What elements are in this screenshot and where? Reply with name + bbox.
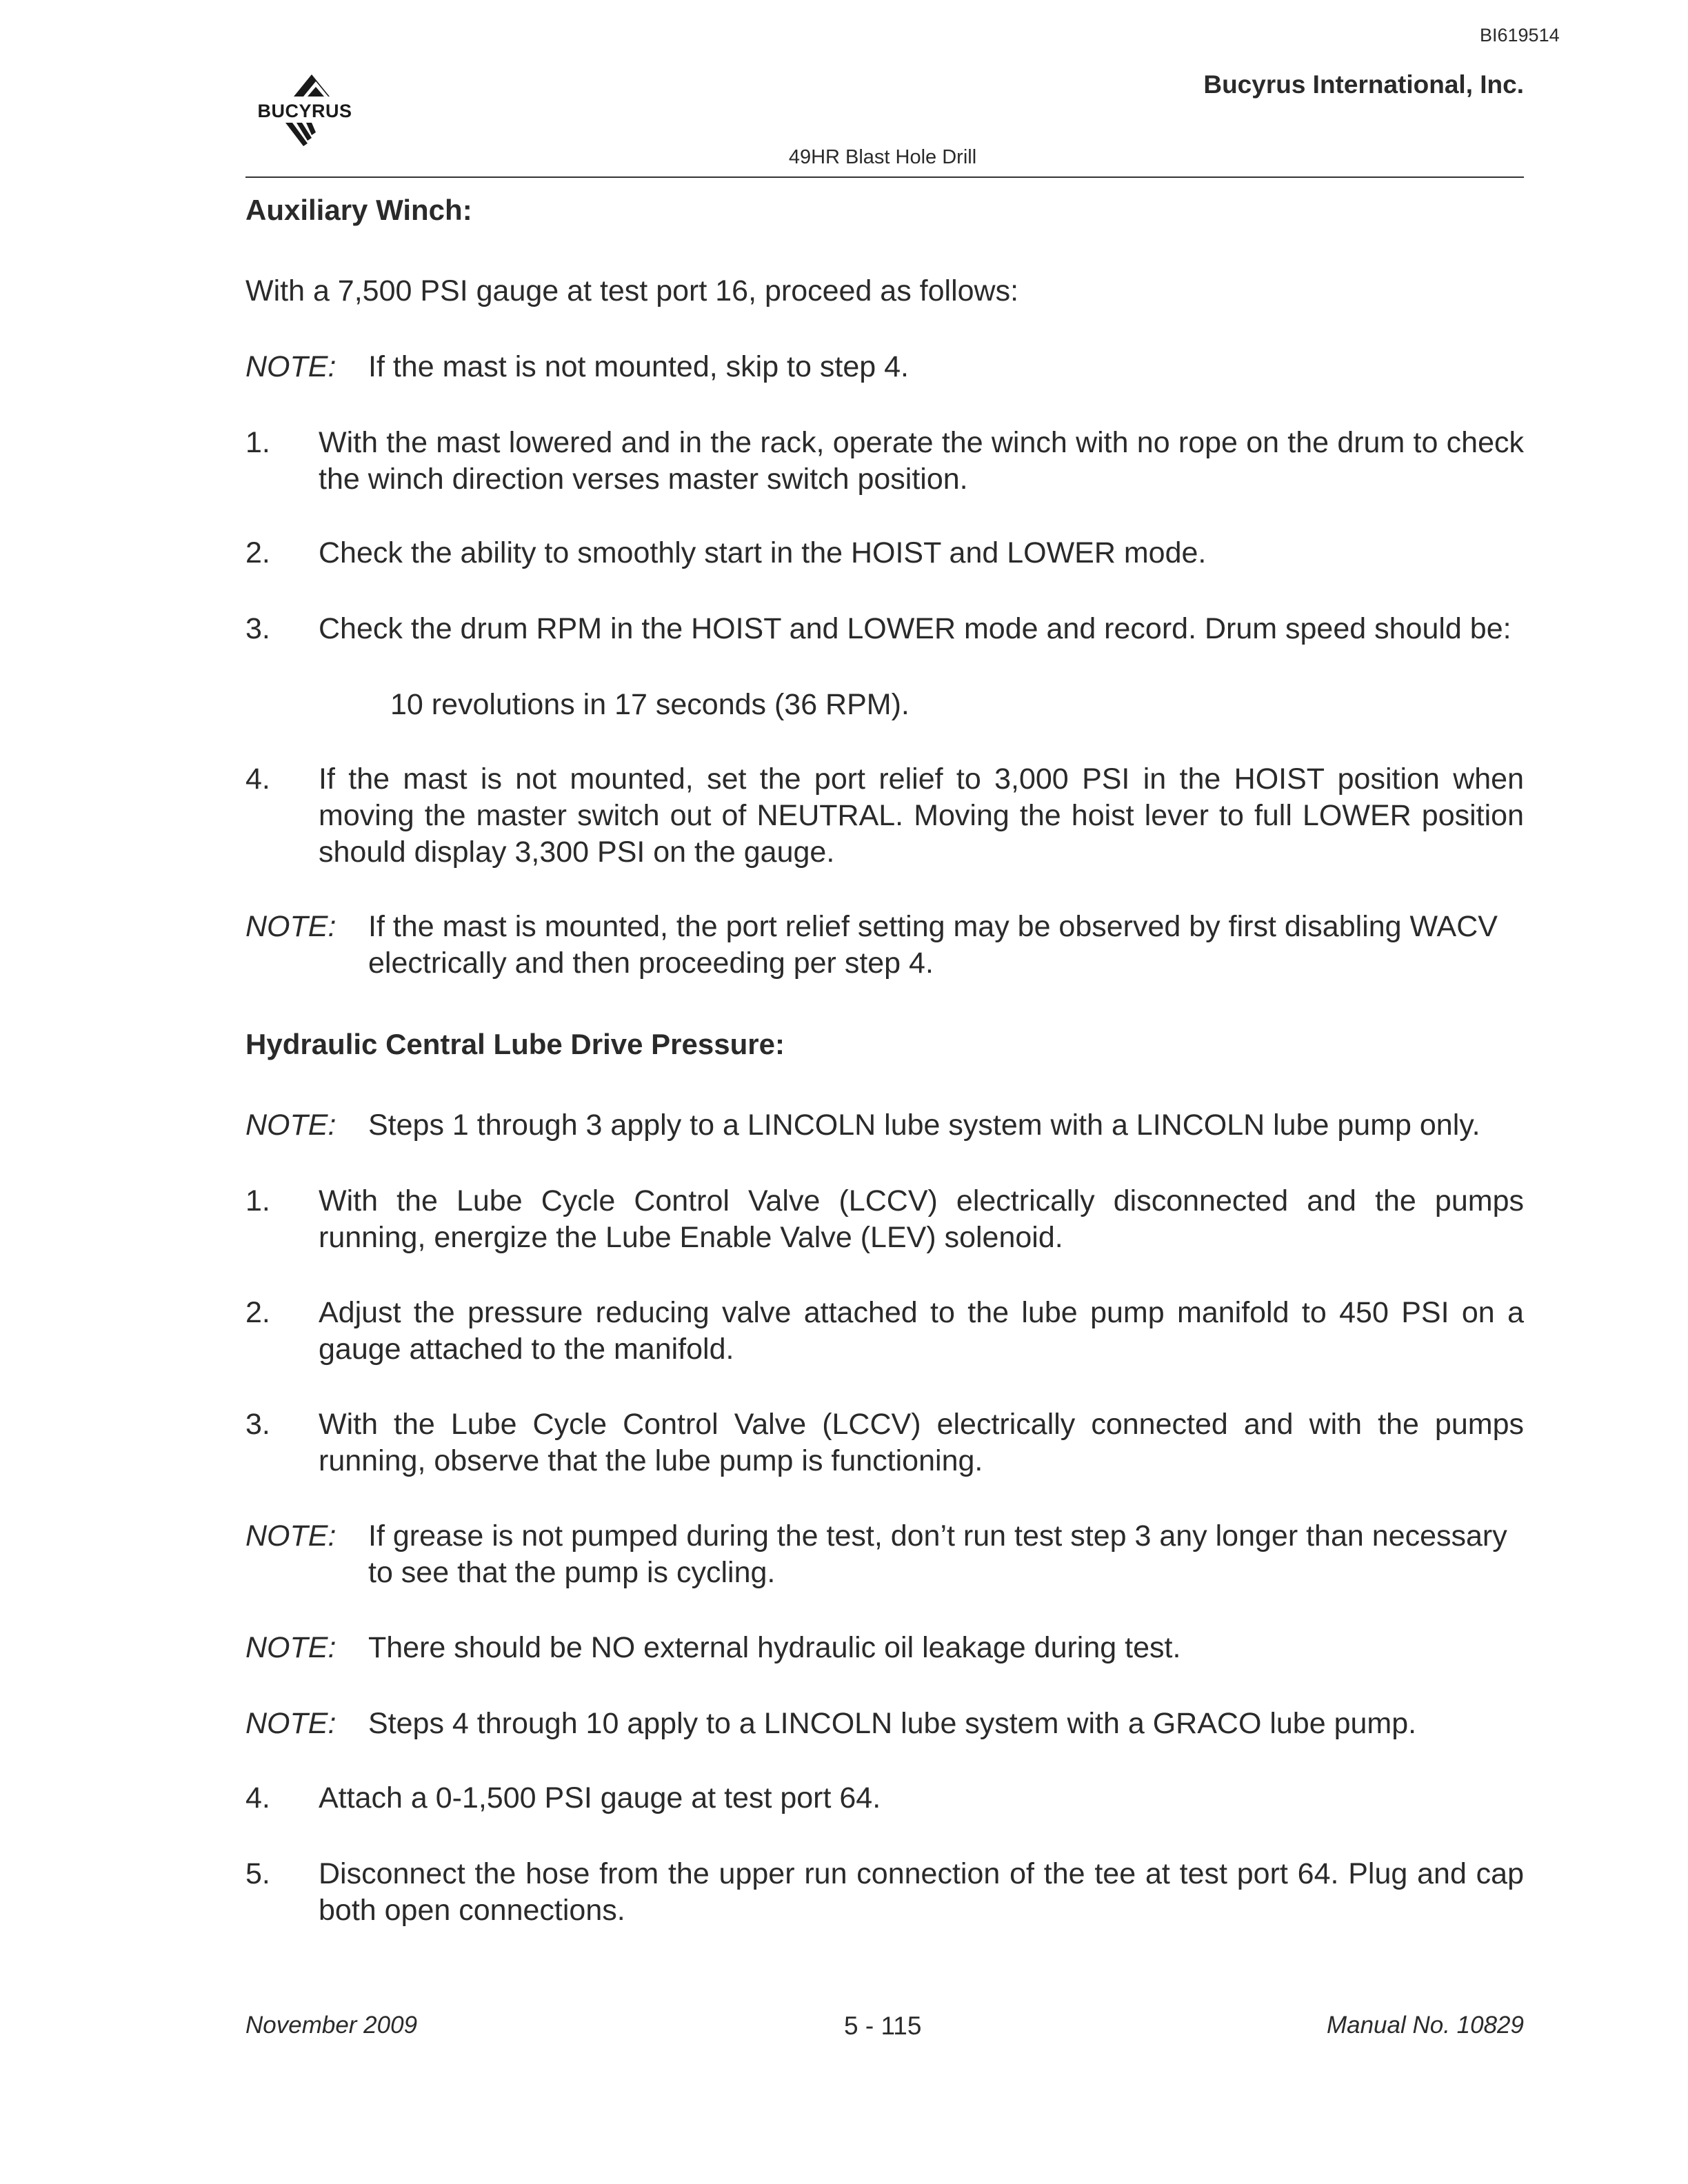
footer-date: November 2009 <box>245 2012 418 2039</box>
step-number: 1. <box>245 1184 270 1217</box>
page-number: 5 - 115 <box>844 2012 922 2040</box>
note-text: If grease is not pumped during the test, don’t run test step 3 any longer than necessary to see that the pump is cycling. <box>368 1519 1507 1589</box>
note-label: NOTE: <box>245 1707 336 1740</box>
document-subtitle: 49HR Blast Hole Drill <box>788 146 977 168</box>
note-text: There should be NO external hydraulic oil leakage during test. <box>368 1631 1181 1664</box>
bucyrus-logo <box>244 69 368 152</box>
note-label: NOTE: <box>245 910 336 943</box>
step-text: Check the drum RPM in the HOIST and LOWER mode and record. Drum speed should be: <box>319 612 1511 645</box>
note-label: NOTE: <box>245 1109 336 1142</box>
step-number: 1. <box>245 426 270 459</box>
logo-wordmark: BUCYRUS <box>257 101 352 121</box>
step-number: 3. <box>245 1408 270 1441</box>
step-number: 3. <box>245 612 270 645</box>
step-text: With the Lube Cycle Control Valve (LCCV) electrically disconnected and the pumps running, energize the Lube Enable Valve (LEV) solenoid. <box>319 1184 1524 1254</box>
note-text: Steps 4 through 10 apply to a LINCOLN lube system with a GRACO lube pump. <box>368 1707 1417 1740</box>
note-label: NOTE: <box>245 1519 336 1553</box>
drum-speed-spec: 10 revolutions in 17 seconds (36 RPM). <box>390 688 910 721</box>
section-heading-auxiliary-winch: Auxiliary Winch: <box>245 194 472 226</box>
document-id: BI619514 <box>1480 25 1560 46</box>
header-divider <box>245 176 1524 178</box>
step-text: If the mast is not mounted, set the port relief to 3,000 PSI in the HOIST position when moving the master switch out of NEUTRAL. Moving the hoist lever to full LOWER position should display 3,300 PSI on the gauge. <box>319 762 1524 869</box>
step-text: Check the ability to smoothly start in the HOIST and LOWER mode. <box>319 536 1207 569</box>
step-text: Adjust the pressure reducing valve attached to the lube pump manifold to 450 PSI on a gauge attached to the manifold. <box>319 1296 1524 1366</box>
note-label: NOTE: <box>245 1631 336 1664</box>
company-name: Bucyrus International, Inc. <box>1203 70 1524 99</box>
step-number: 4. <box>245 762 270 796</box>
step-number: 2. <box>245 1296 270 1329</box>
step-text: With the mast lowered and in the rack, operate the winch with no rope on the drum to check the winch direction verses master switch position. <box>319 426 1524 496</box>
note-label: NOTE: <box>245 350 336 383</box>
intro-text: With a 7,500 PSI gauge at test port 16, proceed as follows: <box>245 274 1019 307</box>
step-number: 2. <box>245 536 270 569</box>
step-number: 4. <box>245 1781 270 1814</box>
note-text: If the mast is mounted, the port relief setting may be observed by first disabling WACV electrically and then proceeding per step 4. <box>368 910 1498 980</box>
manual-number: Manual No. 10829 <box>1326 2012 1524 2039</box>
step-number: 5. <box>245 1857 270 1890</box>
section-heading-lube-drive-pressure: Hydraulic Central Lube Drive Pressure: <box>245 1028 785 1060</box>
note-text: If the mast is not mounted, skip to step 4. <box>368 350 909 383</box>
step-text: Attach a 0-1,500 PSI gauge at test port 64. <box>319 1781 881 1814</box>
step-text: Disconnect the hose from the upper run connection of the tee at test port 64. Plug and cap both open connections. <box>319 1857 1524 1927</box>
step-text: With the Lube Cycle Control Valve (LCCV) electrically connected and with the pumps running, observe that the lube pump is functioning. <box>319 1408 1524 1477</box>
note-text: Steps 1 through 3 apply to a LINCOLN lube system with a LINCOLN lube pump only. <box>368 1109 1480 1142</box>
